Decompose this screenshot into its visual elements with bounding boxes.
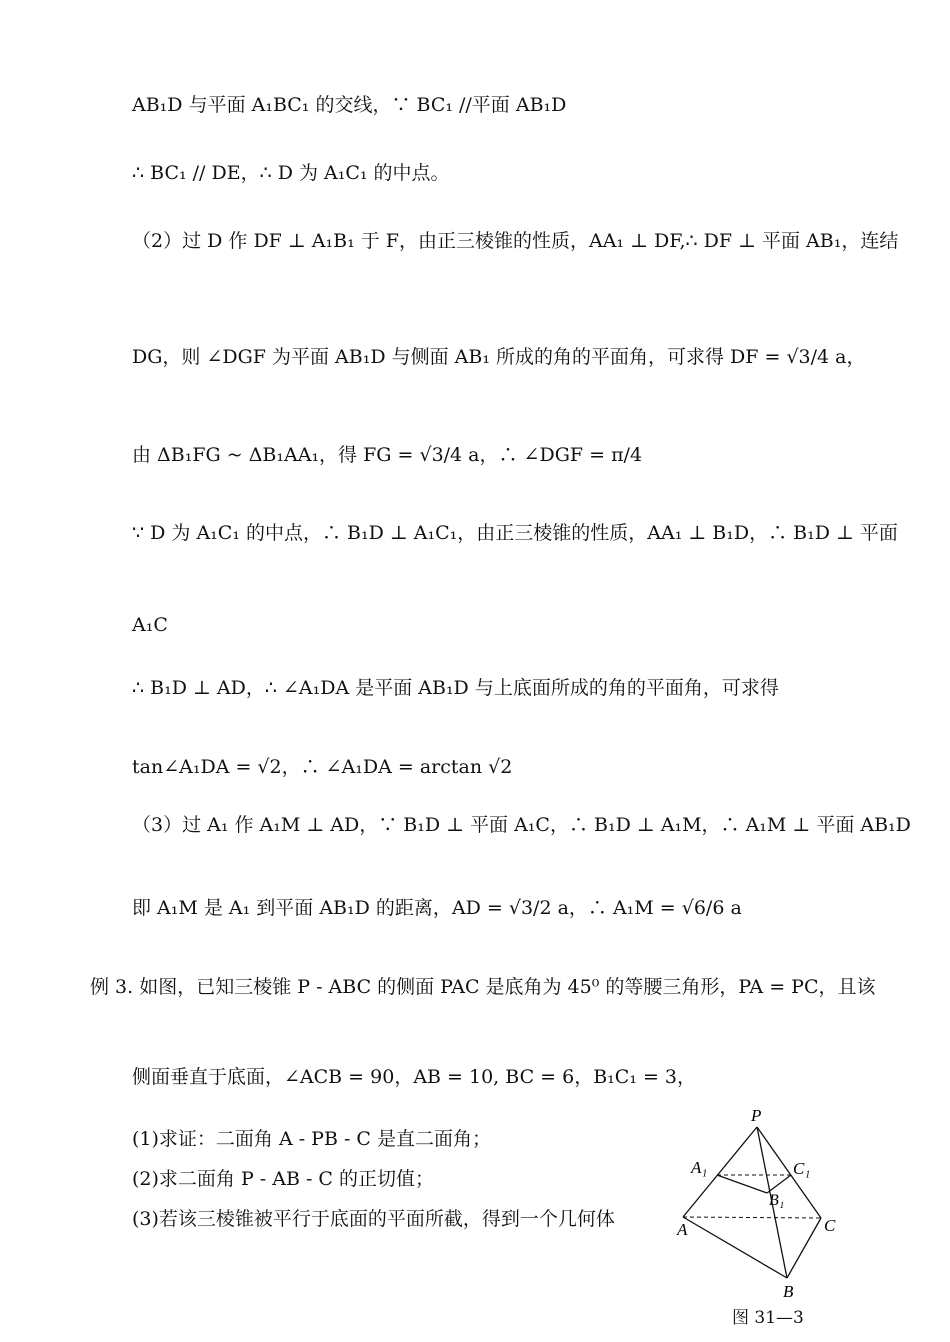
- label-C: C: [824, 1216, 836, 1235]
- label-B1: B₁: [769, 1192, 785, 1209]
- text-line-11: 即 A₁M 是 A₁ 到平面 AB₁D 的距离，AD = √3/2 a，∴ A₁M = √6/6 a: [132, 897, 742, 919]
- text-line-9: tan∠A₁DA = √2，∴ ∠A₁DA = arctan √2: [132, 756, 513, 778]
- text-line-13: 侧面垂直于底面，∠ACB = 90，AB = 10, BC = 6，B₁C₁ = 3，: [132, 1066, 697, 1088]
- text-line-10: （3）过 A₁ 作 A₁M ⊥ AD，∵ B₁D ⊥ 平面 A₁C，∴ B₁D ⊥ A₁M，∴ A₁M ⊥ 平面 AB₁D: [132, 814, 911, 836]
- label-C1: C₁: [793, 1159, 811, 1178]
- text-line-3: （2）过 D 作 DF ⊥ A₁B₁ 于 F，由正三棱锥的性质，AA₁ ⊥ DF,∴ DF ⊥ 平面 AB₁，连结: [132, 230, 899, 252]
- edge-C1-B1: [767, 1175, 791, 1193]
- pyramid-figure: [665, 1105, 845, 1305]
- figure-caption: 图 31—3: [732, 1308, 804, 1328]
- text-line-2: ∴ BC₁ // DE，∴ D 为 A₁C₁ 的中点。: [132, 162, 450, 184]
- text-line-14: (1)求证：二面角 A - PB - C 是直二面角；: [132, 1128, 491, 1150]
- text-line-1: AB₁D 与平面 A₁BC₁ 的交线，∵ BC₁ //平面 AB₁D: [132, 94, 567, 116]
- label-A1: A₁: [691, 1158, 708, 1177]
- text-line-16: (3)若该三棱锥被平行于底面的平面所截，得到一个几何体: [132, 1208, 615, 1230]
- label-B: B: [783, 1282, 794, 1301]
- text-line-8: ∴ B₁D ⊥ AD，∴ ∠A₁DA 是平面 AB₁D 与上底面所成的角的平面角，可求得: [132, 677, 779, 699]
- label-A: A: [677, 1220, 688, 1239]
- edge-A-B: [683, 1217, 787, 1278]
- edge-C-B: [787, 1218, 821, 1278]
- text-line-4: DG，则 ∠DGF 为平面 AB₁D 与侧面 AB₁ 所成的角的平面角，可求得 DF = √3/4 a，: [132, 346, 866, 368]
- text-line-6: ∵ D 为 A₁C₁ 的中点，∴ B₁D ⊥ A₁C₁，由正三棱锥的性质，AA₁ ⊥ B₁D，∴ B₁D ⊥ 平面: [132, 522, 898, 544]
- edge-A-C-dashed: [683, 1217, 821, 1218]
- label-P: P: [751, 1106, 762, 1125]
- text-line-15: (2)求二面角 P - AB - C 的正切值；: [132, 1168, 434, 1190]
- edge-A1-B1: [717, 1175, 767, 1193]
- text-line-12: 例 3. 如图，已知三棱锥 P - ABC 的侧面 PAC 是底角为 45⁰ 的等腰三角形，PA = PC，且该: [90, 976, 876, 998]
- text-line-7: A₁C: [132, 614, 168, 636]
- text-line-5: 由 ΔB₁FG ~ ΔB₁AA₁，得 FG = √3/4 a，∴ ∠DGF = π/4: [132, 444, 643, 466]
